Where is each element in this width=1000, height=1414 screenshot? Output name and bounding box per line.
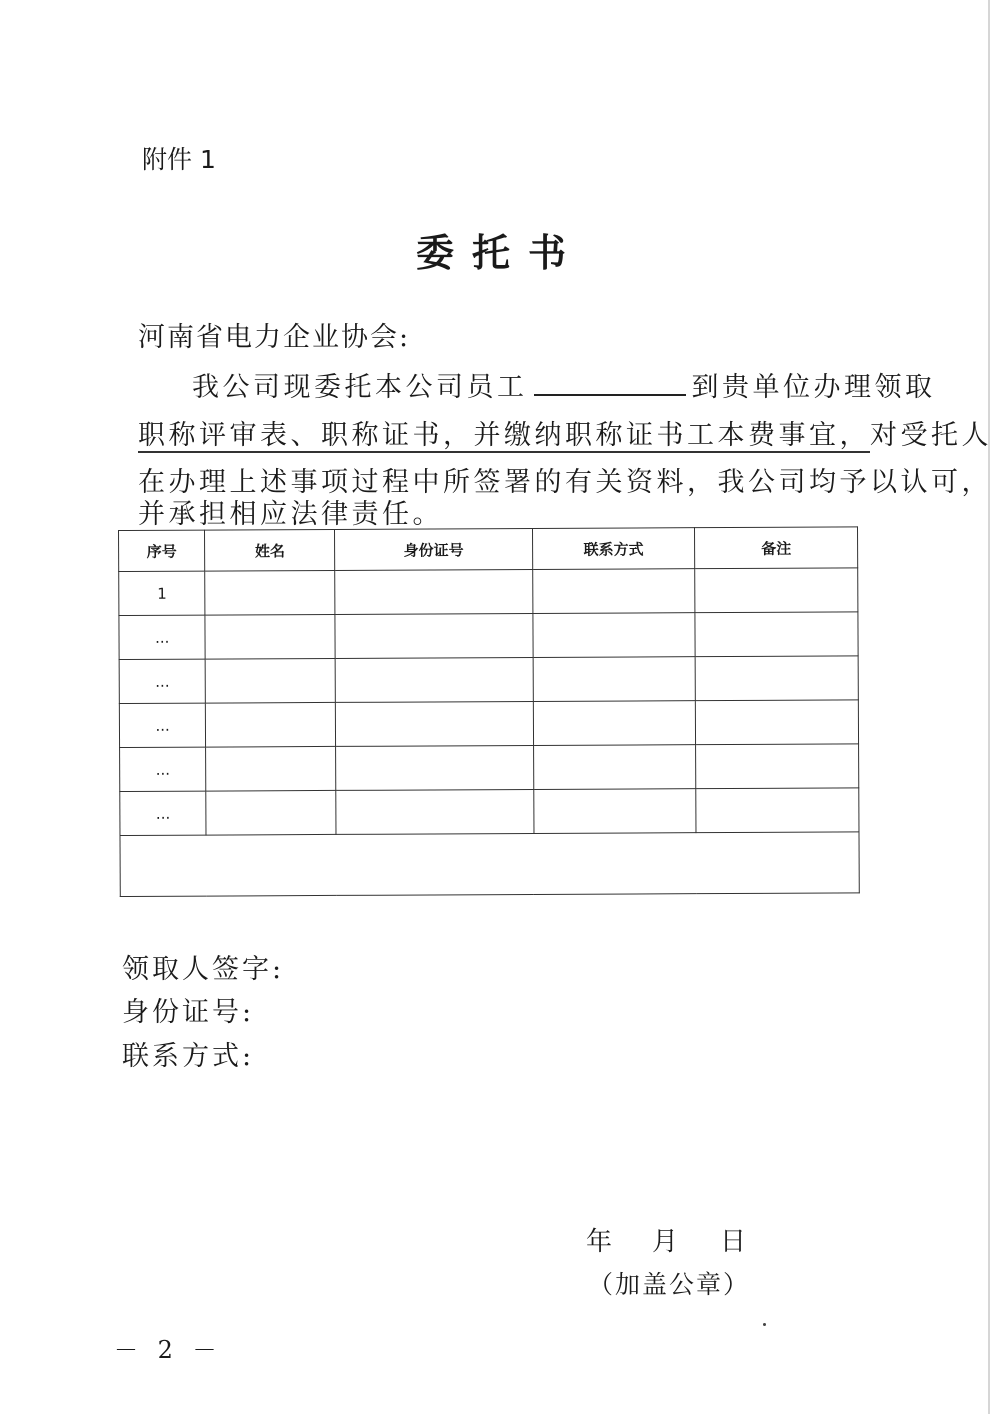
header-contact: 联系方式	[532, 528, 695, 570]
cell-remarks[interactable]	[695, 656, 858, 701]
cell-id-number[interactable]	[336, 745, 534, 790]
header-remarks: 备注	[695, 527, 858, 569]
table-row	[120, 744, 859, 792]
table-footer-row	[120, 832, 859, 897]
salutation: 河南省电力企业协会:	[138, 322, 411, 353]
employee-name-blank[interactable]	[534, 372, 686, 396]
cell-serial: ...	[119, 659, 206, 703]
staff-table	[118, 526, 860, 897]
cell-contact[interactable]	[533, 789, 696, 834]
scan-speck	[763, 1323, 766, 1326]
cell-name[interactable]	[205, 614, 335, 659]
cell-remarks[interactable]	[696, 788, 859, 833]
paragraph-line-2	[138, 413, 992, 452]
cell-contact[interactable]	[532, 569, 695, 614]
receiver-signature-label: 领取人签字:	[122, 954, 285, 985]
header-name: 姓名	[205, 529, 335, 571]
line1-text-before: 我公司现委托本公司员工	[192, 372, 528, 403]
table-row	[119, 568, 858, 616]
header-serial: 序号	[119, 530, 206, 571]
paragraph-line-1	[192, 365, 936, 404]
cell-serial: ...	[120, 747, 207, 791]
cell-remarks[interactable]	[695, 612, 858, 657]
cell-id-number[interactable]	[335, 613, 533, 658]
cell-name[interactable]	[206, 790, 336, 835]
date-month: 月	[652, 1227, 679, 1257]
table-row	[119, 612, 858, 660]
cell-name[interactable]	[206, 702, 336, 747]
cell-remarks[interactable]	[696, 700, 859, 745]
cell-remarks[interactable]	[695, 568, 858, 613]
seal-note: （加盖公章）	[588, 1270, 751, 1299]
underlined-matter: 职称评审表、职称证书，并缴纳职称证书工本费事宜，	[138, 420, 870, 451]
table-row	[119, 656, 858, 704]
contact-label: 联系方式:	[122, 1041, 255, 1072]
line1-text-after: 到贵单位办理领取	[691, 372, 936, 403]
cell-contact[interactable]	[533, 745, 696, 790]
cell-id-number[interactable]	[336, 789, 534, 834]
cell-remarks[interactable]	[696, 744, 859, 789]
line2-text-rest: 对受托人	[870, 420, 992, 451]
cell-id-number[interactable]	[335, 569, 533, 614]
header-id-number: 身份证号	[335, 528, 533, 570]
paragraph-line-4: 并承担相应法律责任。	[138, 499, 443, 530]
cell-contact[interactable]	[533, 701, 696, 746]
page-edge-line	[988, 0, 990, 1414]
cell-serial: ...	[119, 615, 206, 659]
cell-name[interactable]	[206, 746, 336, 791]
table-row	[119, 700, 858, 748]
document-title: 委托书	[415, 230, 584, 275]
cell-serial: 1	[119, 571, 206, 615]
cell-serial: ...	[119, 703, 206, 747]
paragraph-line-3: 在办理上述事项过程中所签署的有关资料，我公司均予以认可，	[138, 467, 992, 498]
table-header-row	[119, 527, 858, 572]
page-number: － 2 －	[114, 1336, 223, 1364]
cell-contact[interactable]	[533, 657, 696, 702]
date-day: 日	[720, 1227, 747, 1257]
cell-contact[interactable]	[533, 613, 696, 658]
cell-name[interactable]	[205, 658, 335, 703]
cell-name[interactable]	[205, 570, 335, 615]
footer-merged-cell[interactable]	[120, 832, 859, 897]
attachment-label: 附件 1	[142, 145, 216, 174]
cell-id-number[interactable]	[335, 657, 533, 702]
cell-id-number[interactable]	[336, 701, 534, 746]
cell-serial: ...	[120, 791, 207, 835]
date-year: 年	[586, 1227, 613, 1257]
table-row	[120, 788, 859, 836]
id-number-label: 身份证号:	[122, 997, 255, 1028]
